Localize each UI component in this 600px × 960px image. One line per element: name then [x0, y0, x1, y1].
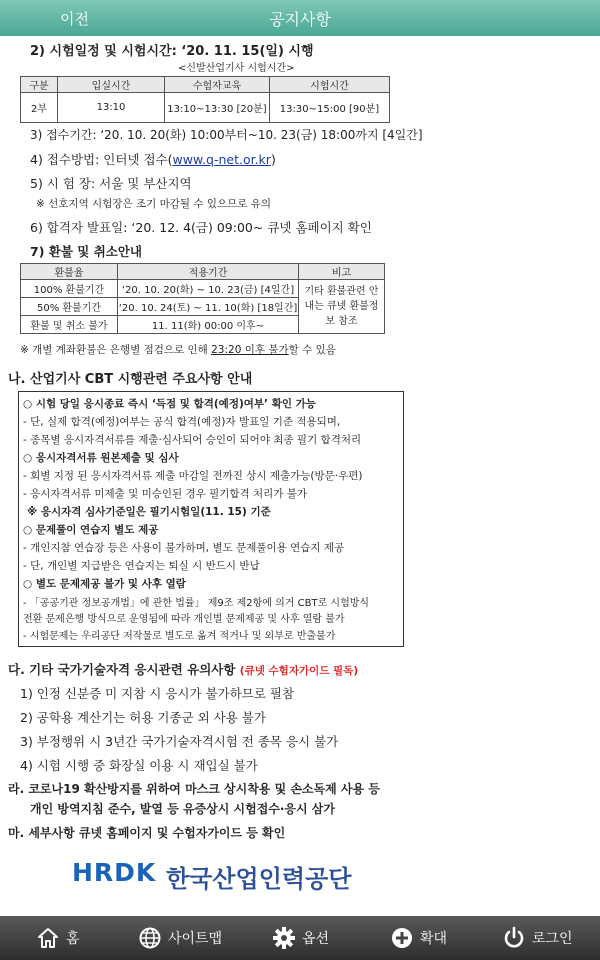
box-line: ○ 별도 문제제공 불가 및 사후 열람 — [23, 578, 186, 590]
top-bar — [0, 0, 600, 36]
box-line: - 회별 지정 된 응시자격서류 제출 마감일 전까진 상시 제출가능(방문·우편) — [23, 470, 363, 482]
back-button[interactable]: 이전 — [60, 10, 89, 28]
nav-options-label: 옵션 — [302, 931, 330, 947]
power-icon — [502, 926, 526, 950]
box-line: - 시험문제는 우리공단 저작물로 별도로 옮겨 적거나 및 외부로 반출불가 — [23, 631, 336, 642]
nav-sitemap[interactable] — [138, 916, 222, 960]
item6-announcement: 6) 합격자 발표일: ‘20. 12. 4(금) 09:00~ 큐넷 홈페이지 확인 — [30, 220, 372, 235]
refund-bank-note — [20, 342, 336, 357]
notice-content — [0, 36, 600, 916]
qnet-link[interactable]: www.q-net.or.kr — [172, 152, 271, 167]
box-line: 전환 문제은행 방식으로 운영됨에 따라 개인별 문제제공 및 사후 열람 불가 — [23, 614, 345, 625]
refund-header: 비고 — [299, 264, 385, 280]
box-line: - 응시자격서류 미제출 및 미승인된 경우 필기합격 처리가 불가 — [23, 488, 308, 500]
section-na-title: 나. 산업기사 CBT 시행관련 주요사항 안내 — [8, 372, 253, 387]
section-da-text: 다. 기타 국가기술자격 응시관련 유의사항 — [8, 662, 236, 677]
da-item: 3) 부정행위 시 3년간 국가기술자격시험 전 종목 응시 불가 — [20, 734, 339, 749]
refund-cell: 100% 환불기간 — [21, 280, 118, 298]
section-ma: 마. 세부사항 큐넷 홈페이지 및 수험자가이드 등 확인 — [8, 826, 286, 840]
plus-circle-icon — [390, 926, 414, 950]
section-ra-line2: 개인 방역지침 준수, 발열 등 유증상시 시험접수·응시 삼가 — [30, 802, 335, 816]
item2-title: 2) 시험일정 및 시험시간: ‘20. 11. 15(일) 시행 — [30, 44, 314, 59]
schedule-header: 구분 — [21, 77, 58, 93]
schedule-header: 시험시간 — [270, 77, 390, 93]
refund-note-suffix: 할 수 있음 — [288, 344, 336, 356]
refund-header: 환불율 — [21, 264, 118, 280]
refund-note-prefix: ※ 개별 계좌환불은 은행별 점검으로 인해 — [20, 344, 212, 356]
box-line: ○ 시험 당일 응시종료 즉시 ‘득점 및 합격(예정)여부’ 확인 가능 — [23, 398, 316, 410]
cbt-info-box — [18, 391, 404, 647]
item5-note: ※ 선호지역 시험장은 조기 마감될 수 있으므로 유의 — [36, 198, 272, 210]
box-line: ○ 문제풀이 연습지 별도 제공 — [23, 524, 159, 536]
schedule-cell: 2부 — [21, 93, 58, 123]
schedule-cell: 13:30~15:00 [90분] — [270, 93, 390, 123]
item4-suffix: ) — [270, 152, 276, 167]
nav-login-label: 로그인 — [532, 931, 573, 947]
refund-note-cell: 기타 환불관련 안내는 큐넷 환불정보 참조 — [299, 280, 385, 334]
box-line: ○ 응시자격서류 원본제출 및 심사 — [23, 452, 179, 464]
refund-cell: 50% 환불기간 — [21, 298, 118, 316]
page-title: 공지사항 — [269, 10, 331, 29]
refund-cell: 환불 및 취소 불가 — [21, 316, 118, 334]
section-da-note: (큐넷 수험자가이드 필독) — [239, 665, 359, 677]
home-icon — [36, 926, 60, 950]
nav-zoom-label: 확대 — [420, 931, 448, 947]
refund-table — [20, 263, 385, 334]
refund-header: 적용기간 — [118, 264, 299, 280]
item4-reception-method — [30, 150, 276, 168]
refund-cell: ‘20. 10. 24(토) ~ 11. 10(화) [18일간] — [118, 298, 299, 316]
section-da-title — [8, 660, 358, 678]
hrdk-korean-name: 한국산업인력공단 — [166, 865, 352, 893]
item5-venue: 5) 시 험 장: 서울 및 부산지역 — [30, 176, 192, 191]
box-line: - 개인지참 연습장 등은 사용이 불가하며, 별도 문제풀이용 연습지 제공 — [23, 542, 345, 554]
refund-note-underline: 23:20 이후 불가 — [211, 344, 289, 356]
nav-sitemap-label: 사이트맵 — [168, 931, 223, 947]
bottom-nav-bar — [0, 916, 600, 960]
globe-icon — [138, 926, 162, 950]
schedule-header: 입실시간 — [58, 77, 165, 93]
item7-refund-title: 7) 환불 및 취소안내 — [30, 244, 142, 259]
box-line: - 종목별 응시자격서류를 제출·심사되어 승인이 되어야 최종 필기 합격처리 — [23, 434, 362, 446]
section-ra-line1: 라. 코로나19 확산방지를 위하여 마스크 상시착용 및 손소독제 사용 등 — [8, 782, 380, 796]
schedule-header: 수험자교육 — [165, 77, 270, 93]
schedule-cell: 13:10 — [58, 93, 165, 123]
nav-zoom[interactable] — [390, 916, 447, 960]
box-line: ※ 응시자격 심사기준일은 필기시험일(11. 15) 기준 — [27, 506, 271, 518]
hrdk-mark: HRDK — [72, 858, 157, 887]
schedule-table — [20, 76, 390, 123]
item3-reception-period: 3) 접수기간: ‘20. 10. 20(화) 10:00부터~10. 23(금) 18:00까지 [4일간] — [30, 128, 423, 142]
da-item: 2) 공학용 계산기는 허용 기종군 외 사용 불가 — [20, 710, 266, 725]
schedule-cell: 13:10~13:30 [20분] — [165, 93, 270, 123]
refund-cell: ‘20. 10. 20(화) ~ 10. 23(금) [4일간] — [118, 280, 299, 298]
refund-cell: 11. 11(화) 00:00 이후~ — [118, 316, 299, 334]
nav-home[interactable] — [36, 916, 80, 960]
box-line: - 「공공기관 정보공개법」에 관한 법률」 제9조 제2항에 의거 CBT로 시험방식 — [23, 598, 370, 609]
gear-icon — [272, 926, 296, 950]
nav-options[interactable] — [272, 916, 329, 960]
item2-caption: <신발산업기사 시험시간> — [178, 63, 295, 74]
da-item: 4) 시험 시행 중 화장실 이용 시 재입실 불가 — [20, 758, 258, 773]
box-line: - 단, 실제 합격(예정)여부는 공식 합격(예정)자 발표일 기준 적용되며, — [23, 416, 341, 428]
da-item: 1) 인정 신분증 미 지참 시 응시가 불가하므로 필참 — [20, 686, 295, 701]
nav-home-label: 홈 — [66, 931, 80, 947]
box-line: - 단, 개인별 지급받은 연습지는 퇴실 시 반드시 반납 — [23, 560, 260, 572]
nav-login[interactable] — [502, 916, 573, 960]
item4-prefix: 4) 접수방법: 인터넷 접수( — [30, 152, 173, 167]
